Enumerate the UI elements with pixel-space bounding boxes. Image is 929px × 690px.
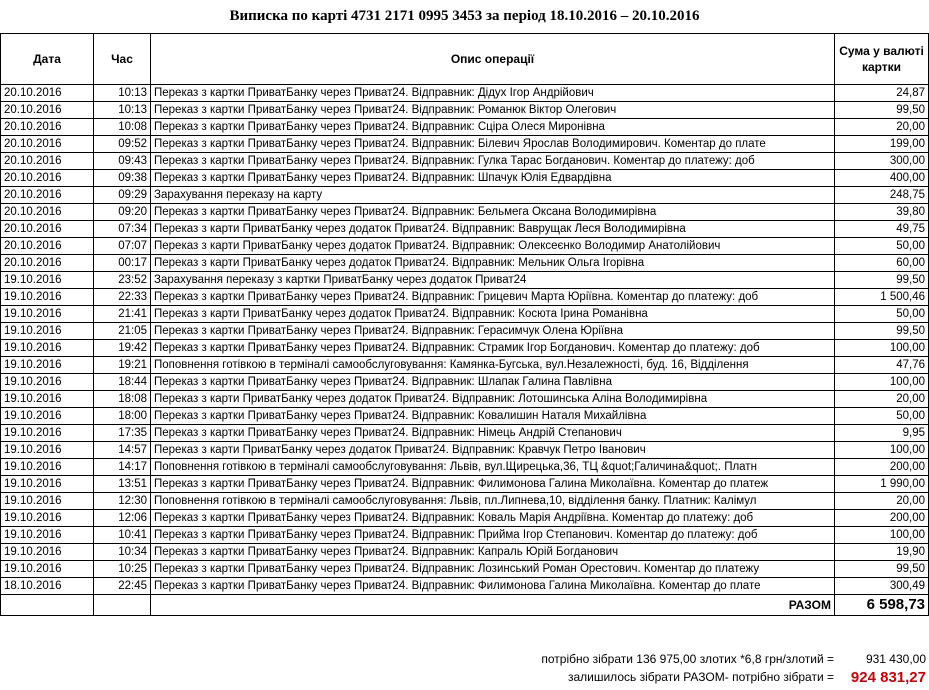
table-row: [1, 459, 929, 476]
table-row: [1, 527, 929, 544]
row-time: 10:13: [94, 85, 151, 102]
row-time: 23:52: [94, 272, 151, 289]
row-date: 19.10.2016: [1, 289, 94, 306]
row-description: Зарахування переказу на карту: [151, 187, 835, 204]
row-description: Поповнення готівкою в терміналі самообслуговування: Львів, вул.Щирецька,36, ТЦ &quot;Галичина&quot;. Платн: [151, 459, 835, 476]
row-date: 20.10.2016: [1, 153, 94, 170]
row-date: 19.10.2016: [1, 442, 94, 459]
row-amount: 9,95: [835, 425, 929, 442]
total-spacer: [94, 595, 151, 616]
row-amount: 1 990,00: [835, 476, 929, 493]
table-row: [1, 442, 929, 459]
row-date: 20.10.2016: [1, 102, 94, 119]
row-date: 19.10.2016: [1, 408, 94, 425]
row-date: 19.10.2016: [1, 561, 94, 578]
row-description: Зарахування переказу з картки ПриватБанку через додаток Приват24: [151, 272, 835, 289]
row-description: Переказ з картки ПриватБанку через Приват24. Відправник: Герасимчук Олена Юріївна: [151, 323, 835, 340]
row-description: Переказ з картки ПриватБанку через Приват24. Відправник: Гулка Тарас Богданович. Коментар до платежу: доб: [151, 153, 835, 170]
row-date: 19.10.2016: [1, 340, 94, 357]
row-amount: 400,00: [835, 170, 929, 187]
row-amount: 99,50: [835, 272, 929, 289]
table-row: [1, 255, 929, 272]
row-date: 19.10.2016: [1, 425, 94, 442]
table-row: [1, 85, 929, 102]
row-time: 10:41: [94, 527, 151, 544]
row-description: Поповнення готівкою в терміналі самообслуговування: Камянка-Бугська, вул.Незалежності, буд. 16, Відділення: [151, 357, 835, 374]
row-time: 19:21: [94, 357, 151, 374]
row-date: 19.10.2016: [1, 391, 94, 408]
row-amount: 24,87: [835, 85, 929, 102]
row-time: 17:35: [94, 425, 151, 442]
footer-remaining: [0, 670, 929, 688]
table-row: [1, 289, 929, 306]
row-time: 21:05: [94, 323, 151, 340]
row-date: 19.10.2016: [1, 306, 94, 323]
row-amount: 50,00: [835, 238, 929, 255]
row-time: 09:43: [94, 153, 151, 170]
table-row: [1, 204, 929, 221]
row-description: Переказ з карти ПриватБанку через додаток Приват24. Відправник: Ваврущак Леся Володимирівна: [151, 221, 835, 238]
row-time: 10:25: [94, 561, 151, 578]
row-description: Переказ з карти ПриватБанку через додаток Приват24. Відправник: Косюта Ірина Романівна: [151, 306, 835, 323]
footer-remaining-value: 924 831,27: [850, 669, 926, 686]
row-description: Переказ з картки ПриватБанку через Приват24. Відправник: Грицевич Марта Юріївна. Коментар до платежу: доб: [151, 289, 835, 306]
row-amount: 100,00: [835, 374, 929, 391]
row-amount: 20,00: [835, 119, 929, 136]
row-amount: 99,50: [835, 561, 929, 578]
table-row: [1, 238, 929, 255]
table-row: [1, 578, 929, 595]
row-description: Переказ з картки ПриватБанку через Приват24. Відправник: Шпачук Юлія Едвардівна: [151, 170, 835, 187]
row-date: 19.10.2016: [1, 527, 94, 544]
header-amount: Сума у валюті картки: [835, 34, 929, 85]
row-description: Переказ з картки ПриватБанку через Приват24. Відправник: Коваль Марія Андріївна. Коментар до платежу: доб: [151, 510, 835, 527]
row-date: 20.10.2016: [1, 136, 94, 153]
row-date: 20.10.2016: [1, 255, 94, 272]
row-description: Переказ з картки ПриватБанку через Приват24. Відправник: Дідух Ігор Андрійович: [151, 85, 835, 102]
statement-table: [0, 33, 929, 616]
header-row: [1, 34, 929, 85]
row-time: 09:38: [94, 170, 151, 187]
row-description: Переказ з картки ПриватБанку через Приват24. Відправник: Капраль Юрій Богданович: [151, 544, 835, 561]
table-row: [1, 510, 929, 527]
row-amount: 20,00: [835, 493, 929, 510]
row-date: 20.10.2016: [1, 204, 94, 221]
row-description: Переказ з картки ПриватБанку через Приват24. Відправник: Німець Андрій Степанович: [151, 425, 835, 442]
row-date: 20.10.2016: [1, 119, 94, 136]
statement-title: Виписка по карті 4731 2171 0995 3453 за період 18.10.2016 – 20.10.2016: [229, 8, 700, 24]
row-time: 18:08: [94, 391, 151, 408]
table-row: [1, 493, 929, 510]
row-time: 00:17: [94, 255, 151, 272]
row-time: 09:20: [94, 204, 151, 221]
row-amount: 300,00: [835, 153, 929, 170]
row-amount: 50,00: [835, 408, 929, 425]
row-description: Поповнення готівкою в терміналі самообслуговування: Львів, пл.Липнева,10, відділення банку. Платник: Калімул: [151, 493, 835, 510]
row-date: 20.10.2016: [1, 85, 94, 102]
row-amount: 300,49: [835, 578, 929, 595]
footer-required-value: 931 430,00: [865, 652, 926, 666]
row-amount: 50,00: [835, 306, 929, 323]
row-date: 19.10.2016: [1, 510, 94, 527]
row-description: Переказ з картки ПриватБанку через Приват24. Відправник: Филимонова Галина Миколаївна. Коментар до платеж: [151, 476, 835, 493]
header-description: Опис операції: [151, 34, 835, 85]
row-amount: 20,00: [835, 391, 929, 408]
row-description: Переказ з картки ПриватБанку через Приват24. Відправник: Бельмега Оксана Володимирівна: [151, 204, 835, 221]
row-amount: 100,00: [835, 340, 929, 357]
transactions-body: [1, 85, 929, 595]
row-description: Переказ з картки ПриватБанку через Приват24. Відправник: Прийма Ігор Степанович. Коментар до платежу: доб: [151, 527, 835, 544]
table-row: [1, 391, 929, 408]
table-row: [1, 374, 929, 391]
row-time: 09:52: [94, 136, 151, 153]
row-description: Переказ з картки ПриватБанку через Приват24. Відправник: Сціра Олеся Миронівна: [151, 119, 835, 136]
row-amount: 39,80: [835, 204, 929, 221]
row-description: Переказ з карти ПриватБанку через додаток Приват24. Відправник: Лотошинська Аліна Володимирівна: [151, 391, 835, 408]
table-row: [1, 408, 929, 425]
row-time: 22:33: [94, 289, 151, 306]
table-row: [1, 153, 929, 170]
row-time: 10:08: [94, 119, 151, 136]
row-time: 14:17: [94, 459, 151, 476]
table-row: [1, 544, 929, 561]
row-amount: 200,00: [835, 459, 929, 476]
row-amount: 100,00: [835, 527, 929, 544]
row-date: 19.10.2016: [1, 476, 94, 493]
footer-required: [0, 652, 929, 668]
row-date: 19.10.2016: [1, 323, 94, 340]
table-row: [1, 323, 929, 340]
row-date: 20.10.2016: [1, 238, 94, 255]
row-description: Переказ з картки ПриватБанку через Приват24. Відправник: Шлапак Галина Павлівна: [151, 374, 835, 391]
row-time: 12:06: [94, 510, 151, 527]
row-amount: 200,00: [835, 510, 929, 527]
total-value: 6 598,73: [835, 595, 929, 616]
row-time: 07:07: [94, 238, 151, 255]
table-row: [1, 170, 929, 187]
row-date: 19.10.2016: [1, 459, 94, 476]
row-time: 14:57: [94, 442, 151, 459]
row-amount: 100,00: [835, 442, 929, 459]
table-row: [1, 425, 929, 442]
row-amount: 19,90: [835, 544, 929, 561]
table-row: [1, 272, 929, 289]
footer-remaining-label: залишилось зібрати РАЗОМ- потрібно зібрати =: [567, 670, 834, 684]
table-row: [1, 476, 929, 493]
row-date: 19.10.2016: [1, 544, 94, 561]
row-date: 19.10.2016: [1, 493, 94, 510]
row-description: Переказ з картки ПриватБанку через Приват24. Відправник: Білевич Ярослав Володимирович. Коментар до плате: [151, 136, 835, 153]
table-row: [1, 306, 929, 323]
row-amount: 199,00: [835, 136, 929, 153]
row-time: 09:29: [94, 187, 151, 204]
row-description: Переказ з картки ПриватБанку через Приват24. Відправник: Лозинський Роман Орестович. Коментар до платежу: [151, 561, 835, 578]
table-row: [1, 561, 929, 578]
row-amount: 60,00: [835, 255, 929, 272]
table-row: [1, 136, 929, 153]
row-time: 13:51: [94, 476, 151, 493]
row-amount: 248,75: [835, 187, 929, 204]
table-row: [1, 119, 929, 136]
row-date: 20.10.2016: [1, 221, 94, 238]
table-row: [1, 187, 929, 204]
row-description: Переказ з карти ПриватБанку через додаток Приват24. Відправник: Кравчук Петро Іванович: [151, 442, 835, 459]
header-time: Час: [94, 34, 151, 85]
footer-required-label: потрібно зібрати 136 975,00 злотих *6,8 грн/злотий =: [541, 652, 834, 666]
row-date: 20.10.2016: [1, 187, 94, 204]
row-time: 10:13: [94, 102, 151, 119]
row-date: 19.10.2016: [1, 272, 94, 289]
total-spacer: [1, 595, 94, 616]
table-row: [1, 340, 929, 357]
row-time: 22:45: [94, 578, 151, 595]
row-time: 19:42: [94, 340, 151, 357]
row-description: Переказ з карти ПриватБанку через додаток Приват24. Відправник: Мельник Ольга Ігорівна: [151, 255, 835, 272]
total-row: [1, 595, 929, 616]
row-amount: 47,76: [835, 357, 929, 374]
row-time: 21:41: [94, 306, 151, 323]
row-date: 19.10.2016: [1, 374, 94, 391]
header-date: Дата: [1, 34, 94, 85]
row-date: 19.10.2016: [1, 357, 94, 374]
table-row: [1, 357, 929, 374]
row-time: 18:44: [94, 374, 151, 391]
row-amount: 99,50: [835, 102, 929, 119]
total-label: РАЗОМ: [151, 595, 835, 616]
row-amount: 49,75: [835, 221, 929, 238]
row-time: 18:00: [94, 408, 151, 425]
row-description: Переказ з карти ПриватБанку через додаток Приват24. Відправник: Олексеєнко Володимир Анатолійович: [151, 238, 835, 255]
row-date: 20.10.2016: [1, 170, 94, 187]
row-date: 18.10.2016: [1, 578, 94, 595]
row-time: 07:34: [94, 221, 151, 238]
row-amount: 99,50: [835, 323, 929, 340]
row-description: Переказ з картки ПриватБанку через Приват24. Відправник: Филимонова Галина Миколаївна. Коментар до плате: [151, 578, 835, 595]
row-description: Переказ з картки ПриватБанку через Приват24. Відправник: Страмик Ігор Богданович. Коментар до платежу: доб: [151, 340, 835, 357]
row-amount: 1 500,46: [835, 289, 929, 306]
row-description: Переказ з картки ПриватБанку через Приват24. Відправник: Романюк Віктор Олегович: [151, 102, 835, 119]
table-row: [1, 102, 929, 119]
row-description: Переказ з картки ПриватБанку через Приват24. Відправник: Ковалишин Наталя Михайлівна: [151, 408, 835, 425]
row-time: 10:34: [94, 544, 151, 561]
table-row: [1, 221, 929, 238]
row-time: 12:30: [94, 493, 151, 510]
